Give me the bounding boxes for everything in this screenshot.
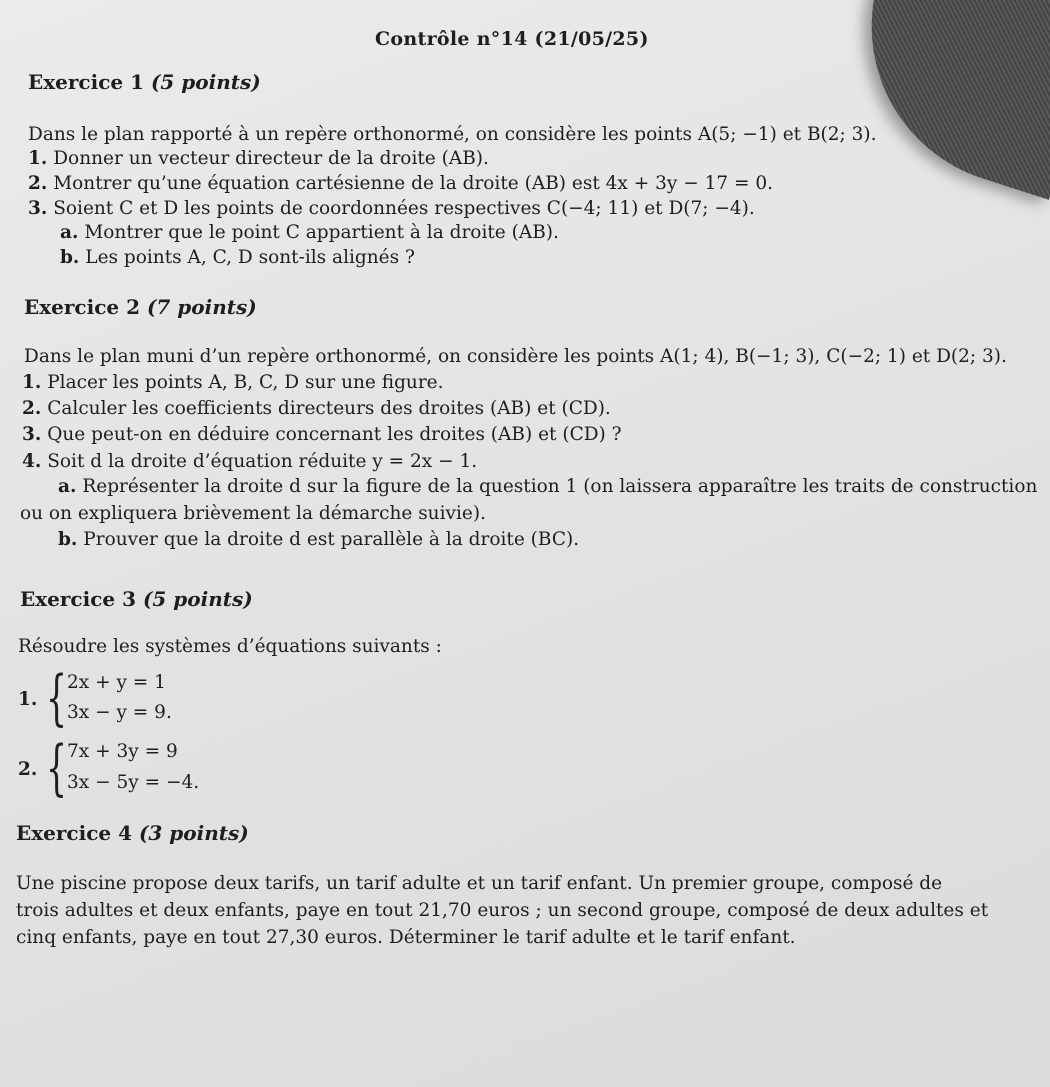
system-2-brace: {: [46, 733, 68, 803]
exercise-4-points: (3 points): [138, 821, 249, 845]
fabric-corner: [830, 0, 1050, 200]
exercise-2-item-4a-continued: ou on expliquera brièvement la démarche suivie).: [20, 503, 486, 524]
exercise-2-intro: Dans le plan muni d’un repère orthonormé, on considère les points A(1; 4), B(−1; 3), C(−2; 1) et D(2; 3).: [24, 346, 1007, 367]
system-1-eq1: 2x + y = 1: [67, 672, 166, 693]
exercise-1-points: (5 points): [150, 70, 261, 94]
exercise-1-item-3b: b. Les points A, C, D sont-ils alignés ?: [60, 247, 415, 268]
exercise-1-item-2: 2. Montrer qu’une équation cartésienne de la droite (AB) est 4x + 3y − 17 = 0.: [28, 173, 774, 194]
exercise-3-points: (5 points): [142, 587, 253, 611]
page-title: Contrôle n°14 (21/05/25): [375, 28, 649, 50]
exercise-3-heading: [20, 587, 253, 611]
exercise-1-title: Exercice 1: [28, 70, 144, 94]
exercise-1-heading: [28, 70, 261, 94]
exercise-2-item-4b: b. Prouver que la droite d est parallèle à la droite (BC).: [58, 529, 580, 550]
exercise-2-item-1: 1. Placer les points A, B, C, D sur une figure.: [22, 372, 444, 393]
exercise-4-line-1: Une piscine propose deux tarifs, un tarif adulte et un tarif enfant. Un premier groupe, composé de: [16, 873, 943, 894]
exercise-4-heading: [16, 821, 249, 845]
system-1-number: 1.: [18, 689, 38, 710]
exercise-2-item-4a: a. Représenter la droite d sur la figure de la question 1 (on laissera apparaître les traits de construction: [58, 476, 1038, 497]
exercise-1-item-3: 3. Soient C et D les points de coordonnées respectives C(−4; 11) et D(7; −4).: [28, 198, 755, 219]
system-2-eq1: 7x + 3y = 9: [67, 741, 178, 762]
exercise-1-item-1: 1. Donner un vecteur directeur de la droite (AB).: [28, 148, 489, 169]
system-1-eq2: 3x − y = 9.: [67, 702, 172, 723]
exercise-2-item-3: 3. Que peut-on en déduire concernant les droites (AB) et (CD) ?: [22, 424, 622, 445]
exercise-2-item-2: 2. Calculer les coefficients directeurs des droites (AB) et (CD).: [22, 398, 611, 419]
exercise-2-title: Exercice 2: [24, 295, 140, 319]
exercise-4-line-2: trois adultes et deux enfants, paye en tout 21,70 euros ; un second groupe, composé de deux adultes et: [16, 900, 989, 921]
system-1-brace: {: [46, 663, 68, 733]
exercise-4-line-3: cinq enfants, paye en tout 27,30 euros. Déterminer le tarif adulte et le tarif enfant.: [16, 927, 796, 948]
exercise-1-intro: Dans le plan rapporté à un repère orthonormé, on considère les points A(5; −1) et B(2; 3).: [28, 124, 877, 145]
exercise-3-intro: Résoudre les systèmes d’équations suivants :: [18, 636, 442, 657]
exercise-3-title: Exercice 3: [20, 587, 136, 611]
exercise-2-heading: [24, 295, 257, 319]
system-2-eq2: 3x − 5y = −4.: [67, 772, 200, 793]
system-2-number: 2.: [18, 759, 38, 780]
exercise-4-title: Exercice 4: [16, 821, 132, 845]
exercise-1-item-3a: a. Montrer que le point C appartient à la droite (AB).: [60, 222, 559, 243]
exercise-2-item-4: 4. Soit d la droite d’équation réduite y = 2x − 1.: [22, 451, 478, 472]
exercise-2-points: (7 points): [146, 295, 257, 319]
